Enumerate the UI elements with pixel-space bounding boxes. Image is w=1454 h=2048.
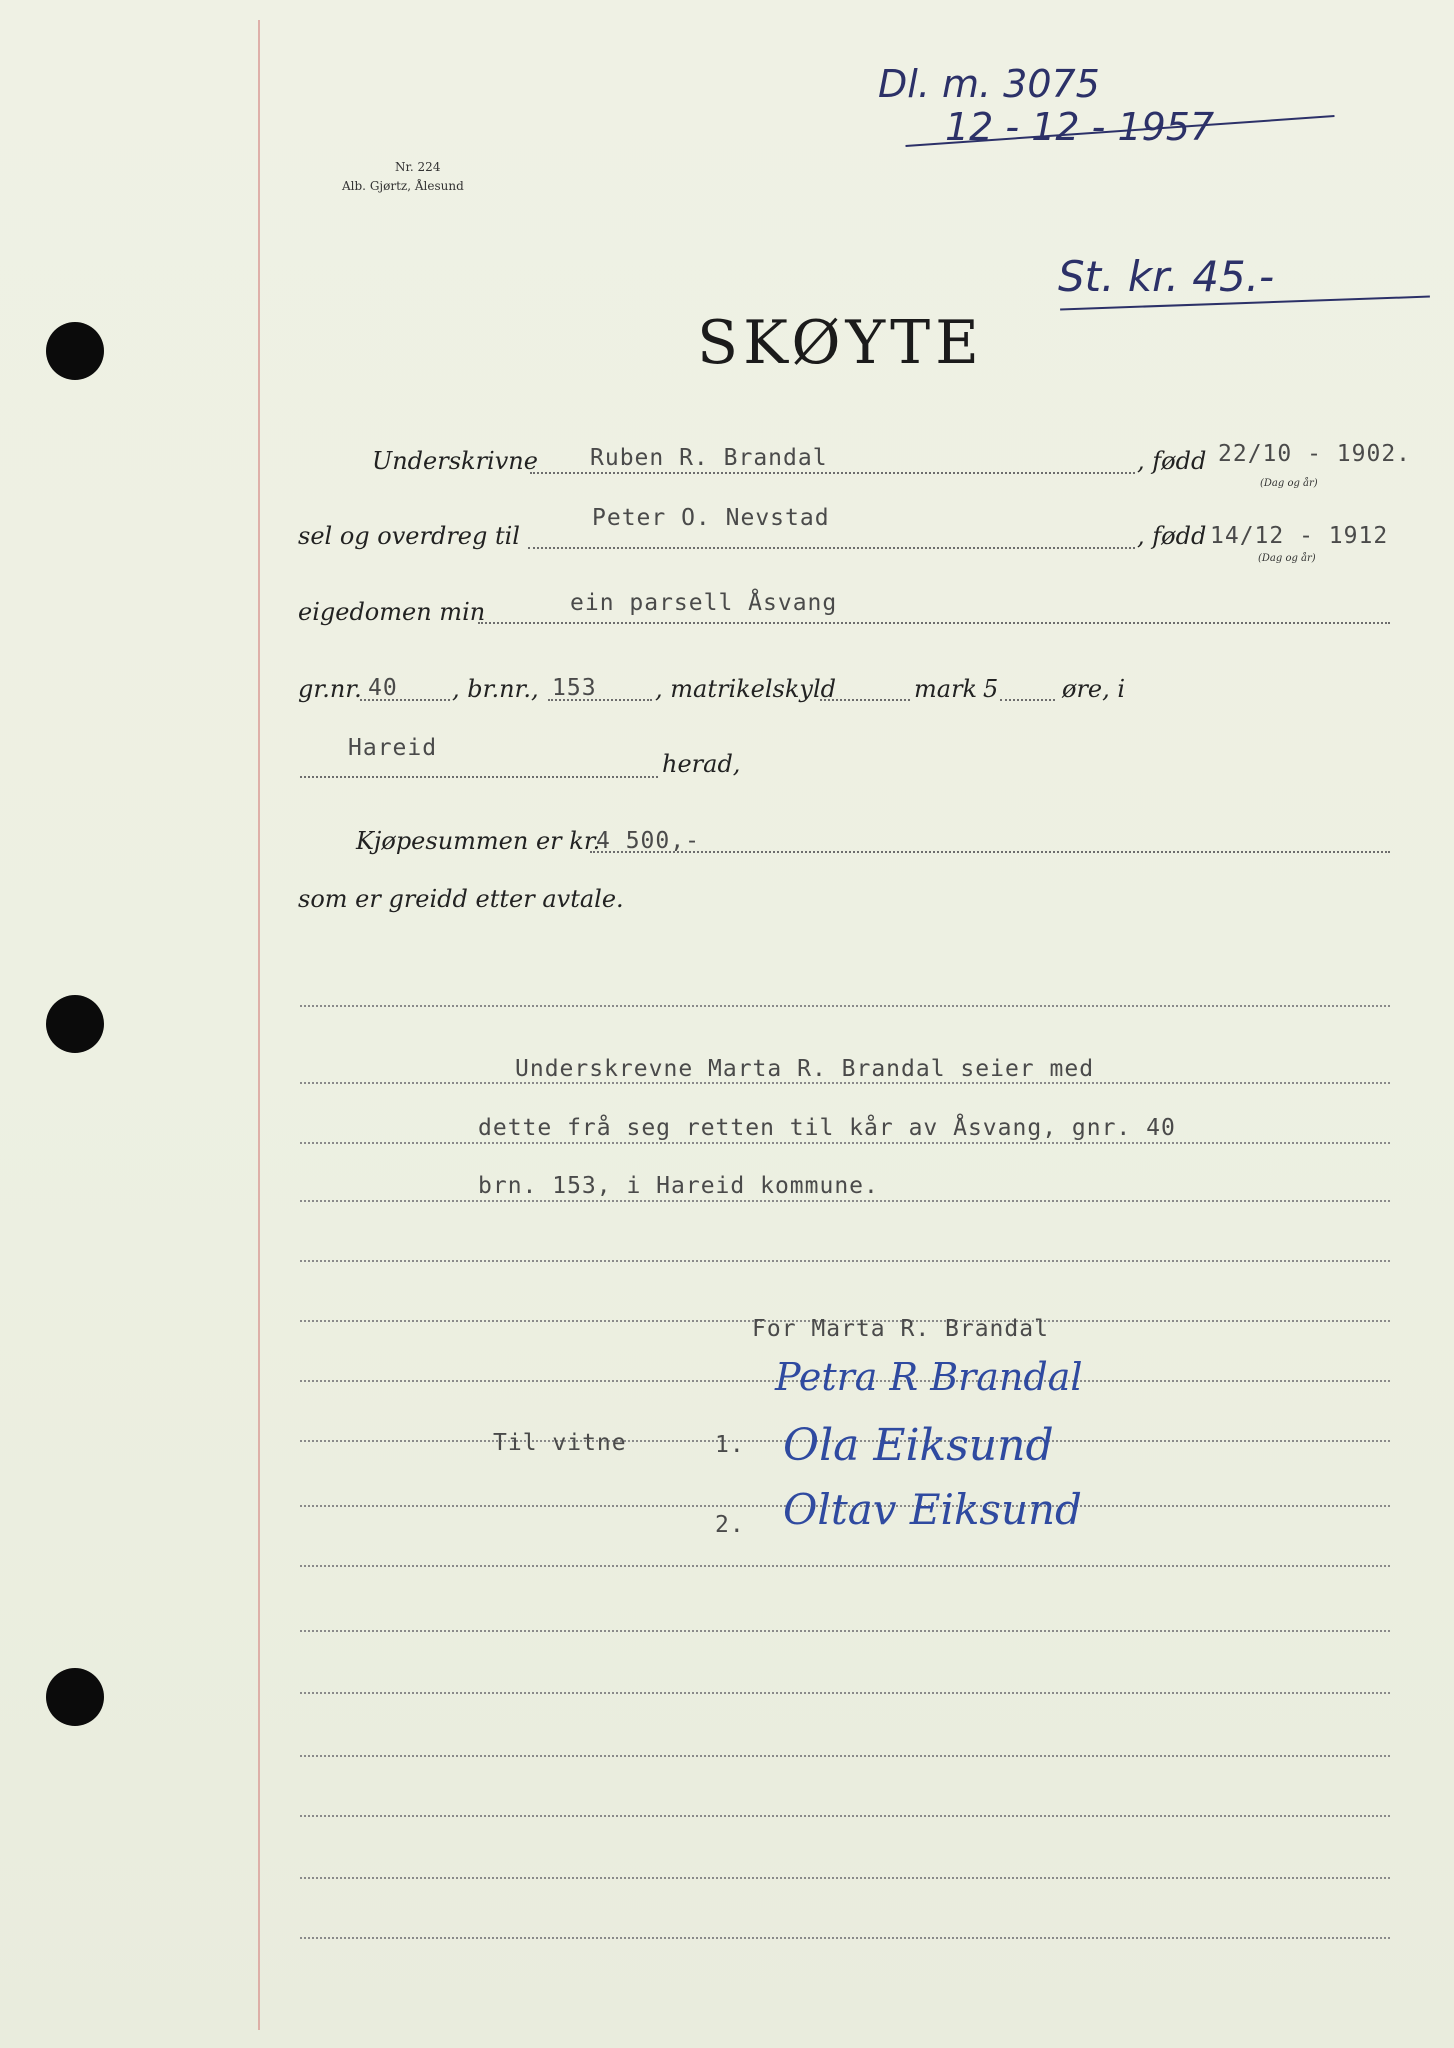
ruled-line: [300, 1877, 1390, 1879]
form-number: Nr. 224: [395, 160, 441, 174]
brnr-label: , br.nr.,: [452, 675, 539, 703]
matrikel-label: , matrikelskyld: [655, 675, 836, 703]
witness-1-number: 1.: [715, 1432, 745, 1458]
ruled-line: [300, 1755, 1390, 1757]
document-title: SKØYTE: [697, 308, 984, 378]
ruled-line: [300, 1260, 1390, 1262]
ruled-line: [300, 1692, 1390, 1694]
price-label: Kjøpesummen er kr.: [356, 827, 601, 855]
ruled-line: [300, 1005, 1390, 1007]
ruled-line: [300, 1565, 1390, 1567]
ruled-line: [300, 1815, 1390, 1817]
signature-petra: Petra R Brandal: [775, 1355, 1083, 1399]
price-value: 4 500,-: [596, 828, 700, 854]
margin-line: [258, 20, 260, 2030]
mark-line: [1000, 699, 1055, 701]
punch-hole-bottom: [46, 1668, 104, 1726]
municipality-line: [300, 776, 658, 778]
ruled-line: [300, 1142, 1390, 1144]
day-year-hint-2: (Dag og år): [1258, 553, 1316, 564]
punch-hole-top: [46, 322, 104, 380]
witness-label: Til vitne: [493, 1430, 627, 1456]
brnr-value: 153: [552, 675, 597, 701]
buyer-name: Peter O. Nevstad: [592, 505, 830, 531]
clause-line-1: Underskrevne Marta R. Brandal seier med: [515, 1056, 1095, 1082]
ruled-line: [300, 1630, 1390, 1632]
punch-hole-middle: [46, 995, 104, 1053]
ruled-line: [300, 1200, 1390, 1202]
paid-label: som er greidd etter avtale.: [298, 885, 624, 913]
grnr-value: 40: [368, 675, 398, 701]
day-year-hint-1: (Dag og år): [1260, 478, 1318, 489]
witness-1-signature: Ola Eiksund: [783, 1420, 1054, 1471]
clause-line-2: dette frå seg retten til kår av Åsvang, gnr. 40: [478, 1115, 1176, 1141]
mark-label: mark: [914, 675, 978, 703]
seller-name-line: [530, 472, 1135, 474]
undersigned-label: Underskrivne: [372, 447, 538, 475]
seller-name: Ruben R. Brandal: [590, 445, 828, 471]
annotation-fee: St. kr. 45.-: [1058, 252, 1275, 301]
for-line: For Marta R. Brandal: [752, 1316, 1049, 1342]
born-label-2: , fødd: [1137, 522, 1207, 550]
buyer-born-date: 14/12 - 1912: [1210, 523, 1389, 549]
witness-2-signature: Oltav Eiksund: [783, 1485, 1082, 1534]
municipality-value: Hareid: [348, 735, 438, 761]
seller-born-date: 22/10 - 1902.: [1218, 441, 1412, 467]
mark-value: 5: [983, 675, 999, 703]
property-line: [478, 622, 1390, 624]
ruled-line: [300, 1937, 1390, 1939]
ore-label: øre, i: [1062, 675, 1126, 703]
transfer-label: sel og overdreg til: [298, 522, 520, 550]
annotation-dl-number: Dl. m. 3075: [878, 62, 1100, 106]
matrikel-line: [820, 699, 910, 701]
witness-2-number: 2.: [715, 1512, 745, 1538]
property-name: ein parsell Åsvang: [570, 590, 838, 616]
born-label-1: , fødd: [1137, 447, 1207, 475]
grnr-label: gr.nr.: [298, 675, 362, 703]
annotation-date: 12 - 12 - 1957: [945, 105, 1215, 149]
clause-line-3: brn. 153, i Hareid kommune.: [478, 1173, 879, 1199]
property-label: eigedomen min: [298, 598, 486, 626]
printer-name: Alb. Gjørtz, Ålesund: [342, 179, 464, 193]
ruled-line: [300, 1082, 1390, 1084]
buyer-name-line: [528, 547, 1135, 549]
price-line: [590, 851, 1390, 853]
herad-label: herad,: [662, 750, 741, 778]
